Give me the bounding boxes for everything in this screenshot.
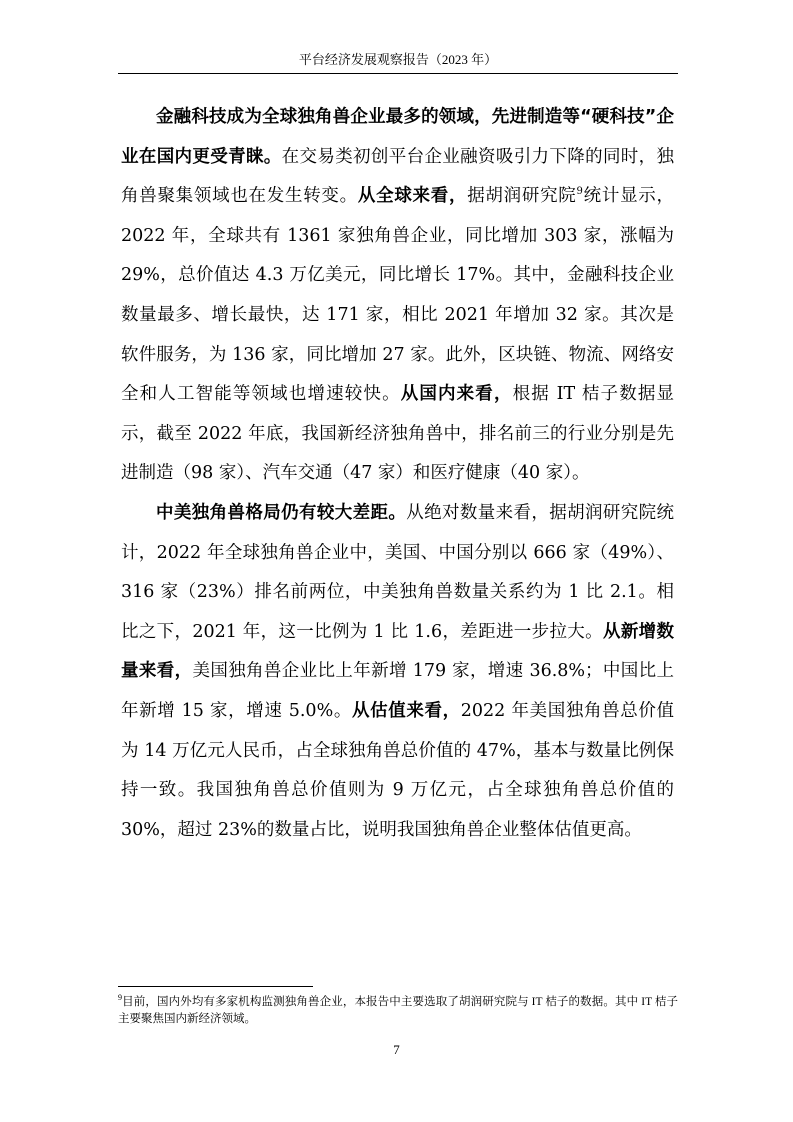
footnote-divider	[118, 986, 313, 987]
footnote-text: 目前，国内外均有多家机构监测独角兽企业，本报告中主要选取了胡润研究院与 IT 桔子的数据。其中 IT 桔子主要聚焦国内新经济领域。	[118, 996, 678, 1025]
paragraph-text: 根据 IT 桔子数据显示，截至 2022 年底，我国新经济独角兽中，排名前三的行业分别是先进制造（98 家）、汽车交通（47 家）和医疗健康（40 家）。	[121, 384, 675, 484]
paragraph-text: 统计显示，2022 年，全球共有 1361 家独角兽企业，同比增加 303 家，涨幅为 29%，总价值达 4.3 万亿美元，同比增长 17%。其中，金融科技企业数量最多、增长最快，达 171 家，相比 2021 年增加 32 家。其次是软件服务，为 136 家，同比增加 27 家。此外，区块链、物流、网络安全和人工智能等领域也增速较快。	[121, 186, 675, 405]
footnote-marker: 9	[118, 993, 122, 1003]
paragraph-text: 据胡润研究院	[467, 186, 577, 207]
highlight-new-count: 从新增数量来看，	[121, 621, 674, 682]
highlight-valuation: 从估值来看，	[351, 700, 461, 721]
paragraph-text: 从绝对数量来看，据胡润研究院统计，2022 年全球独角兽企业中，美国、中国分别以 666 家（49%）、316 家（23%）排名前两位，中美独角兽数量关系约为 1 比 2.1。相比之下，2021 年，这一比例为 1 比 1.6，差距进一步拉大。	[121, 502, 674, 642]
highlight-domestic: 从国内来看，	[400, 384, 513, 405]
body-text	[121, 98, 674, 850]
highlight-global: 从全球来看，	[357, 186, 468, 207]
page-number: 7	[393, 1042, 400, 1057]
running-header: 平台经济发展观察报告（2023 年）	[298, 52, 498, 67]
header-divider	[118, 73, 678, 74]
footnote-reference[interactable]: 9	[576, 186, 583, 198]
paragraph-fintech-unicorns	[121, 98, 674, 494]
paragraph-text: 2022 年美国独角兽总价值为 14 万亿元人民币，占全球独角兽总价值的 47%，基本与数量比例保持一致。我国独角兽总价值则为 9 万亿元，占全球独角兽总价值的 30%，超过 23%的数量占比，说明我国独角兽企业整体估值更高。	[121, 700, 675, 840]
paragraph-text: 在交易类初创平台企业融资吸引力下降的同时，独角兽聚集领域也在发生转变。	[121, 146, 675, 207]
paragraph-lead: 金融科技成为全球独角兽企业最多的领域，先进制造等“硬科技”企业在国内更受青睐。	[121, 107, 674, 167]
paragraph-text: 美国独角兽企业比上年新增 179 家，增速 36.8%；中国比上年新增 15 家，增速 5.0%。	[121, 661, 675, 721]
footnote	[118, 994, 678, 1028]
paragraph-lead: 中美独角兽格局仍有较大差距。	[156, 502, 407, 523]
paragraph-us-china-gap	[121, 494, 674, 850]
